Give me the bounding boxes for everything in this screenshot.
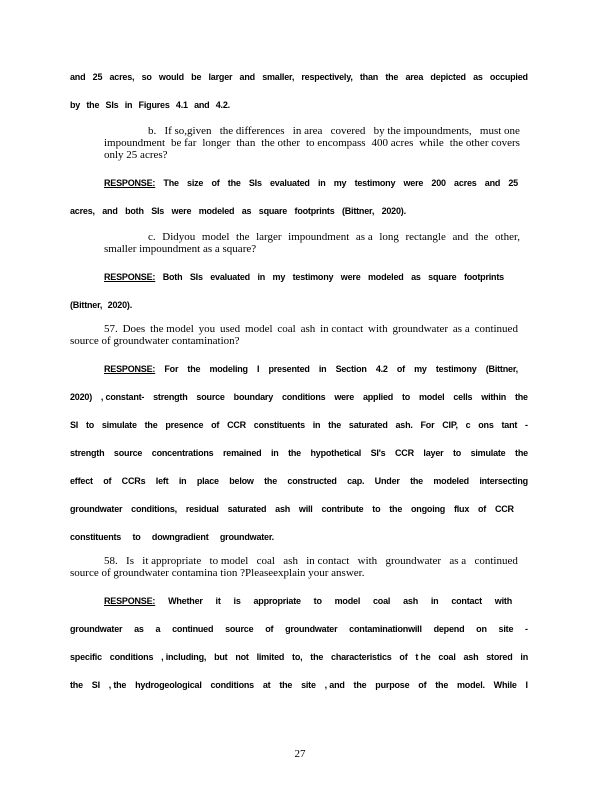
word: occupied [489,72,528,82]
word: is [233,596,241,606]
word: continued [474,324,518,335]
question-line: source of groundwater contamination? [70,336,240,347]
word: the [264,476,278,486]
word: depicted [430,72,466,82]
response-line [70,420,528,430]
word: 200 [431,178,446,188]
word: , and [324,680,345,690]
response-line [70,392,528,402]
word: ash [275,504,291,514]
word: flux [453,504,470,514]
word: saturated [348,420,388,430]
word: groundwater [385,556,442,567]
word: intersecting [479,476,528,486]
response-label: RESPONSE: [104,178,156,188]
word: 4.2. [215,100,230,110]
question-line [104,324,518,335]
word: by the impoundments, [373,126,472,137]
word: as a [355,232,373,243]
word: I [525,680,528,690]
word: 58. [104,556,118,567]
word: and [102,206,118,216]
word: stored [486,652,513,662]
word: with [494,596,512,606]
word: while [419,138,444,149]
word: will [298,504,313,514]
word: cap. [347,476,365,486]
word: contribute [321,504,364,514]
response-label: RESPONSE: [104,596,156,606]
word: modeled [198,206,235,216]
word: and [194,100,210,110]
word: constituents [70,532,122,542]
word: longer [202,138,231,149]
word: 4.2 [375,364,388,374]
word: source [196,392,225,402]
word: of [477,504,487,514]
response-line [70,448,528,458]
word: 2020) [70,392,93,402]
word: Under [374,476,400,486]
word: the [86,100,100,110]
word: boundary [233,392,274,402]
word: but [214,652,228,662]
word: saturated [227,504,267,514]
word: to [401,392,411,402]
word: SIs [189,272,203,282]
word: hydrogeological [135,680,202,690]
word: to encompass [306,138,366,149]
word: were [403,178,424,188]
word: 57. [104,324,118,335]
response-line [70,532,274,542]
word: as [134,624,144,634]
word: appropriate [253,596,301,606]
word: the [70,680,83,690]
word: site [301,680,316,690]
word: it appropriate [142,556,202,567]
word: CIP, [442,420,458,430]
word: coal [373,596,391,606]
word: testimony [292,272,334,282]
response-line [70,300,132,310]
response-line [70,680,528,690]
word: SI [91,680,100,690]
word: of [396,364,405,374]
word: constituents [253,420,305,430]
word: on [476,624,487,634]
response-line [104,596,512,606]
response-line [70,206,406,216]
word: the [474,232,489,243]
word: the [515,448,528,458]
word: Both [162,272,183,282]
word: acres, [70,206,95,216]
word: in [270,448,279,458]
word: b. [148,126,157,137]
word: remained [223,448,262,458]
word: c [465,420,471,430]
word: of [211,420,220,430]
word: limited [256,652,285,662]
word: in [430,596,439,606]
word: modeling [209,364,248,374]
word: the [435,680,449,690]
word: SIs [151,206,165,216]
word: in [312,420,321,430]
word: 2020). [107,300,132,310]
word: to [85,420,95,430]
word: conditions, [131,504,177,514]
word: layer [423,448,444,458]
word: Figures [138,100,170,110]
word: not [235,652,249,662]
word: For [420,420,435,430]
word: 400 acres [371,138,414,149]
word: downgradient [151,532,209,542]
word: Didyou [162,232,196,243]
word: you [198,324,216,335]
word: the [328,420,342,430]
word: to [372,504,381,514]
word: continued [172,624,214,634]
word: - [525,420,528,430]
word: respectively, [301,72,353,82]
word: at [262,680,271,690]
word: in [178,476,187,486]
word: be far [171,138,197,149]
question-line: only 25 acres? [104,150,168,161]
word: , including, [161,652,207,662]
question-line [148,126,520,137]
word: the [310,652,324,662]
word: strength [70,448,105,458]
word: testimony [354,178,396,188]
word: to, [292,652,303,662]
word: CCR [394,448,414,458]
word: model [245,324,273,335]
word: the [227,178,241,188]
word: Is [126,556,134,567]
word: source [225,624,254,634]
word: characteristics [331,652,392,662]
word: SI's [370,448,386,458]
word: the differences [219,126,285,137]
word: While [493,680,517,690]
word: (Bittner, [70,300,103,310]
word: rectangle [405,232,446,243]
word: a [155,624,161,634]
word: my [414,364,427,374]
word: area [405,72,424,82]
word: square [258,206,288,216]
word: contaminationwill [349,624,422,634]
question-line [104,138,520,149]
word: than [236,138,256,149]
word: contact [451,596,482,606]
word: CCR [227,420,246,430]
word: place [196,476,219,486]
word: evaluated [270,178,310,188]
word: groundwater. [219,532,274,542]
word: as [411,272,421,282]
word: of [418,680,427,690]
word: (Bittner, [485,364,518,374]
word: presented [268,364,310,374]
word: (Bittner, [341,206,375,216]
word: in [317,178,326,188]
word: the [144,420,158,430]
word: conditions [210,680,254,690]
word: ash [300,324,316,335]
word: were [171,206,192,216]
response-label: RESPONSE: [104,364,156,374]
word: effect [70,476,93,486]
word: long [379,232,399,243]
word: model [418,392,445,402]
word: site [498,624,514,634]
word: SI [70,420,79,430]
word: in [318,364,327,374]
word: 25 [92,72,103,82]
word: larger [256,232,282,243]
word: square [428,272,457,282]
word: impoundment [288,232,350,243]
word: acres [454,178,477,188]
word: groundwater [392,324,449,335]
word: would [158,72,184,82]
word: in [257,272,266,282]
word: 25 [508,178,518,188]
word: in contact [306,556,350,567]
word: the [353,680,367,690]
word: to [132,532,141,542]
word: as [473,72,483,82]
response-line [70,504,514,514]
word: as a [452,324,470,335]
word: 2020). [381,206,406,216]
word: both [125,206,144,216]
question-line: smaller impoundment as a square? [104,244,257,255]
word: modeled [433,476,469,486]
word: ash [403,596,418,606]
word: ash [283,556,298,567]
word: impoundment [104,138,166,149]
word: the [288,448,301,458]
word: below [229,476,254,486]
word: of [103,476,112,486]
word: ongoing [411,504,446,514]
word: Whether [168,596,203,606]
word: as a [449,556,467,567]
word: size [187,178,204,188]
word: the other [261,138,301,149]
word: in contact [320,324,364,335]
word: purpose [375,680,410,690]
word: applied [362,392,394,402]
response-line [104,272,504,282]
response-label: RESPONSE: [104,272,156,282]
word: to [452,448,462,458]
word: in [520,652,528,662]
word: so [141,72,152,82]
word: to [313,596,322,606]
word: groundwater [285,624,338,634]
word: tant [501,420,518,430]
word: the model [150,324,194,335]
word: with [357,556,378,567]
word: t he [415,652,431,662]
word: with [368,324,388,335]
word: the [389,504,403,514]
text-line [70,72,528,82]
response-line [70,624,528,634]
word: footprints [294,206,335,216]
word: used [219,324,241,335]
response-line [104,178,518,188]
word: acres, [109,72,135,82]
question-line [148,232,520,243]
word: must one [479,126,520,137]
word: than [359,72,379,82]
word: groundwater [70,624,123,634]
word: and [70,72,86,82]
word: covered [330,126,366,137]
word: within [481,392,507,402]
word: conditions [281,392,326,402]
word: of [399,652,408,662]
word: residual [185,504,219,514]
word: ash. [395,420,413,430]
word: presence [165,420,204,430]
word: depend [433,624,465,634]
word: SIs [105,100,119,110]
page-number: 27 [294,748,306,760]
word: by [70,100,81,110]
word: constructed [287,476,337,486]
word: and [452,232,469,243]
word: left [155,476,169,486]
word: specific [70,652,102,662]
word: Does [122,324,146,335]
word: coal [277,324,296,335]
word: , constant- [100,392,145,402]
word: source [113,448,143,458]
word: ash [463,652,479,662]
word: as [241,206,252,216]
word: model [201,232,230,243]
word: hypothetical [310,448,362,458]
word: of [265,624,274,634]
word: CCRs [121,476,146,486]
word: the other covers [449,138,520,149]
word: SIs [248,178,262,188]
word: I [257,364,260,374]
word: For [164,364,179,374]
word: the [410,476,423,486]
word: my [272,272,286,282]
response-line [70,476,528,486]
word: If so,given [164,126,212,137]
word: were [334,392,355,402]
response-line [70,652,528,662]
word: CCR [494,504,514,514]
word: larger [208,72,233,82]
word: simulate [470,448,506,458]
word: my [333,178,347,188]
word: it [215,596,221,606]
word: model. [457,680,485,690]
word: simulate [101,420,137,430]
word: the [514,392,528,402]
question-line [104,556,518,567]
word: the [279,680,293,690]
word: other, [495,232,520,243]
word: and [484,178,501,188]
word: groundwater [70,504,123,514]
word: the [236,232,250,243]
word: testimony [435,364,477,374]
word: of [211,178,220,188]
word: The [163,178,179,188]
text-line [70,100,230,110]
word: and [239,72,255,82]
word: were [340,272,361,282]
word: strength [153,392,188,402]
word: ons [478,420,494,430]
word: modeled [367,272,404,282]
word: footprints [463,272,504,282]
word: model [334,596,361,606]
word: concentrations [151,448,214,458]
word: in area [292,126,323,137]
word: the [187,364,201,374]
word: - [525,624,528,634]
word: continued [474,556,518,567]
word: to model [209,556,249,567]
word: coal [256,556,275,567]
word: cells [453,392,473,402]
word: be [191,72,202,82]
word: conditions [109,652,154,662]
question-line: source of groundwater contamina tion ?Pleaseexplain your answer. [70,568,365,579]
word: Section [335,364,367,374]
word: 4.1 [175,100,188,110]
word: the [385,72,399,82]
response-line [104,364,518,374]
word: in [124,100,133,110]
word: , the [108,680,127,690]
word: c. [148,232,156,243]
word: coal [438,652,456,662]
word: smaller, [262,72,295,82]
word: evaluated [210,272,250,282]
